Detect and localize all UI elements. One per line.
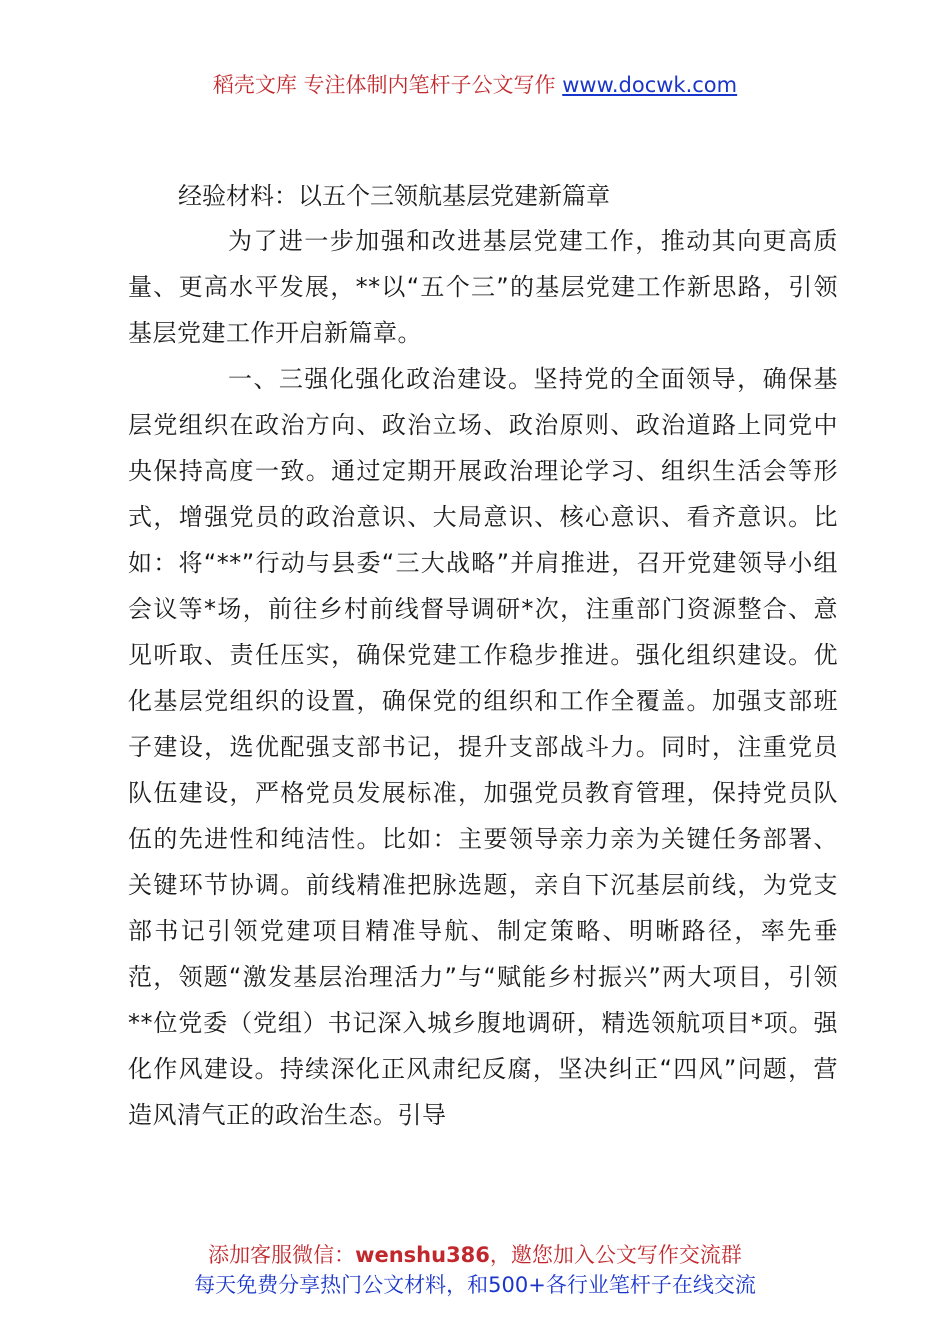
watermark-footer	[0, 1240, 950, 1300]
document-title: 经验材料：以五个三领航基层党建新篇章	[178, 182, 610, 210]
footer-wechat-suffix: ，邀您加入公文写作交流群	[489, 1243, 742, 1267]
footer-line-one	[0, 1240, 950, 1270]
watermark-header	[0, 70, 950, 100]
footer-wechat-id: wenshu386	[355, 1243, 490, 1267]
header-brand-text: 稻壳文库 专注体制内笔杆子公文写作	[212, 73, 556, 97]
section-one-paragraph: 一、三强化强化政治建设。坚持党的全面领导，确保基层党组织在政治方向、政治立场、政治原则、政治道路上同党中央保持高度一致。通过定期开展政治理论学习、组织生活会等形式，增强党员的政治意识、大局意识、核心意识、看齐意识。比如：将“**”行动与县委“三大战略”并肩推进，召开党建领导小组会议等*场，前往乡村前线督导调研*次，注重部门资源整合、意见听取、责任压实，确保党建工作稳步推进。强化组织建设。优化基层党组织的设置，确保党的组织和工作全覆盖。加强支部班子建设，选优配强支部书记，提升支部战斗力。同时，注重党员队伍建设，严格党员发展标准，加强党员教育管理，保持党员队伍的先进性和纯洁性。比如：主要领导亲力亲为关键任务部署、关键环节协调。前线精准把脉选题，亲自下沉基层前线，为党支部书记引领党建项目精准导航、制定策略、明晰路径，率先垂范，领题“激发基层治理活力”与“赋能乡村振兴”两大项目，引领**位党委（党组）书记深入城乡腹地调研，精选领航项目*项。强化作风建设。持续深化正风肃纪反腐，坚决纠正“四风”问题，营造风清气正的政治生态。引导	[128, 365, 838, 1129]
header-url-link[interactable]: www.docwk.com	[562, 73, 738, 97]
document-body	[128, 174, 838, 1138]
footer-line-two: 每天免费分享热门公文材料，和500+各行业笔杆子在线交流	[194, 1273, 756, 1297]
footer-wechat-prefix: 添加客服微信：	[208, 1243, 356, 1267]
intro-paragraph: 为了进一步加强和改进基层党建工作，推动其向更高质量、更高水平发展，**以“五个三”的基层党建工作新思路，引领基层党建工作开启新篇章。	[128, 227, 838, 347]
